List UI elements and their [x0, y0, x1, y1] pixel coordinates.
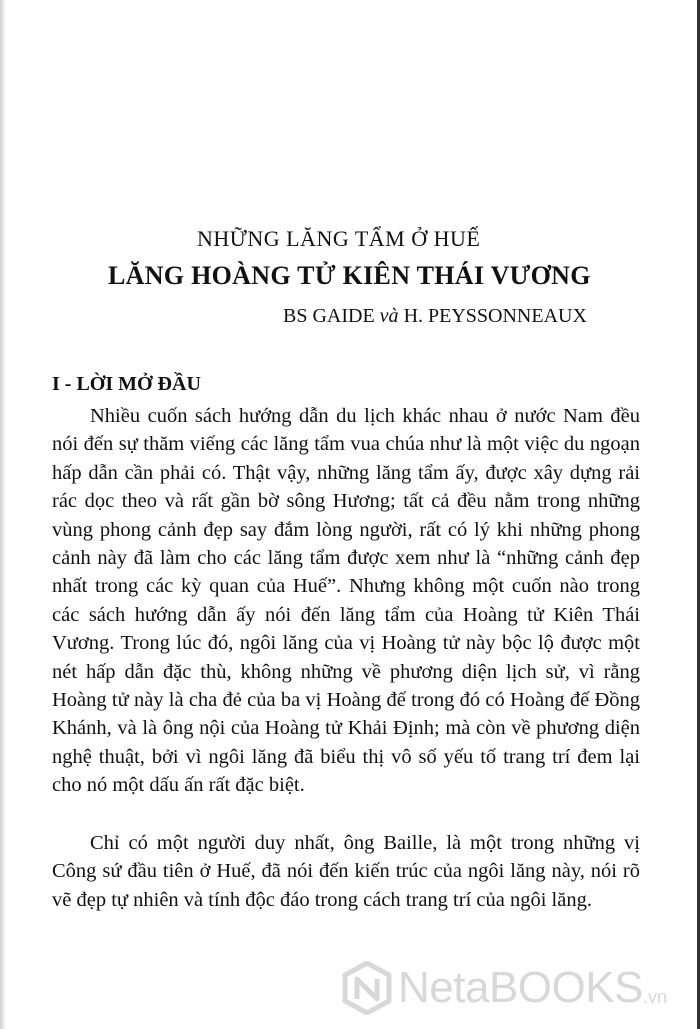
series-title: NHỮNG LĂNG TẨM Ở HUẾ [197, 226, 481, 251]
page-shadow [0, 0, 6, 1029]
watermark-suffix: .vn [642, 987, 667, 1007]
paragraph-intro: Nhiều cuốn sách hướng dẫn du lịch khác nhau ở nước Nam đều nói đến sự thăm viếng các lăng tẩm vua chúa như là một việc du ngoạn hấp dẫn cần phải có. Thật vậy, những lăng tẩm ấy, được xây dựng rải rác dọc theo và rất gần bờ sông Hương; tất cả đều nằm trong những vùng phong cảnh đẹp say đắm lòng người, rất có lý khi những phong cảnh này đã làm cho các lăng tẩm được xem như là “những cảnh đẹp nhất trong các kỳ quan của Huế”. Nhưng không một cuốn nào trong các sách hướng dẫn ấy nói đến lăng tẩm của Hoàng tử Kiên Thái Vương. Trong lúc đó, ngôi lăng của vị Hoàng tử này bộc lộ được một nét hấp dẫn đặc thù, không những về phương diện lịch sử, vì rằng Hoàng tử này là cha đẻ của ba vị Hoàng đế trong đó có Hoàng đế Đồng Khánh, và là ông nội của Hoàng tử Khải Định; mà còn về phương diện nghệ thuật, bởi vì ngôi lăng đã biểu thị vô số yếu tố trang trí đem lại cho nó một dấu ấn rất đặc biệt. [52, 405, 640, 797]
watermark-brand: NetaBOOKS [398, 963, 643, 1012]
author-peyssonneaux: H. PEYSSONNEAUX [403, 305, 587, 327]
authors-connector: và [379, 305, 399, 327]
netabooks-watermark [342, 960, 667, 1016]
netabooks-logo-icon [342, 961, 392, 1015]
section-heading: I - LỜI MỞ ĐẦU [52, 373, 201, 395]
authors-line [0, 305, 700, 328]
paragraph-baille: Chỉ có một người duy nhất, ông Baille, là một trong những vị Công sứ đầu tiên ở Huế, đã nói đến kiến trúc của ngôi lăng này, nói rõ vẽ đẹp tự nhiên và tính độc đáo trong cách trang trí của ngôi lăng. [52, 832, 640, 911]
chapter-title: LĂNG HOÀNG TỬ KIÊN THÁI VƯƠNG [108, 261, 591, 290]
author-gaide: BS GAIDE [283, 305, 375, 327]
